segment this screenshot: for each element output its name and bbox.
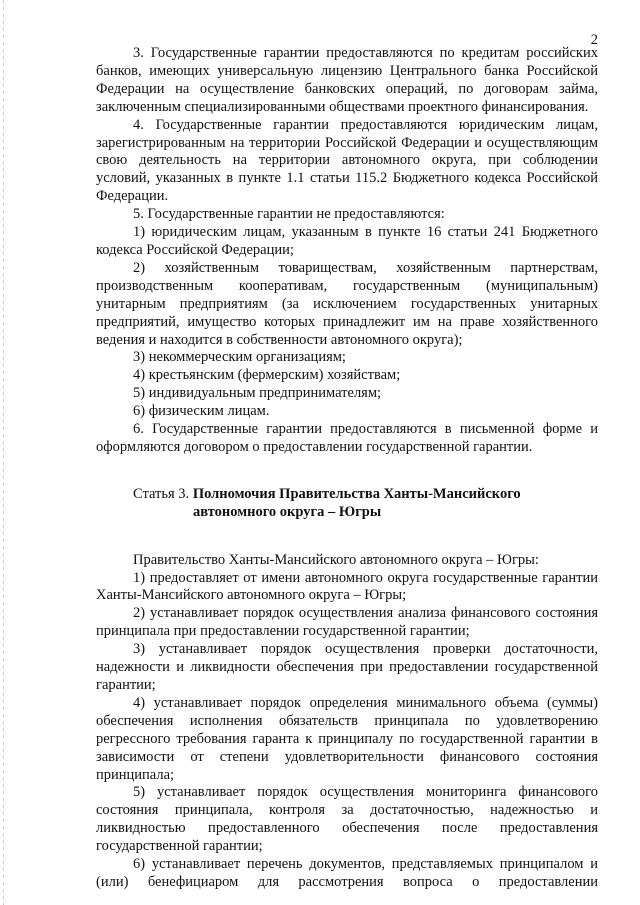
paragraph-item-4: 4. Государственные гарантии предоставляются юридическим лицам, зарегистрированным на территории Российской Федерации и осуществляющим свою деятельность на территории автономного округа, при соблюдении условий, указанных в пункте 1.1 статьи 115.2 Бюджетного кодекса Российской Федерации. — [96, 116, 598, 205]
power-4: 4) устанавливает порядок определения минимального объема (суммы) обеспечения исполнения обязательств принципала по удовлетворению регрессного требования гаранта к принципалу по государственной гарантии в зависимости от степени удовлетворительности финансового состояния принципала; — [96, 694, 598, 783]
subitem-1: 1) юридическим лицам, указанным в пункте 16 статьи 241 Бюджетного кодекса Российской Федерации; — [96, 224, 598, 258]
paragraph-item-3: 3. Государственные гарантии предоставляются по кредитам российских банков, имеющих универсальную лицензию Центрального банка Российской Федерации на осуществление банковских операций, по договорам займа, заключенным специализированными обществами проектного финансирования. — [96, 45, 598, 115]
paragraph-item-6: 6. Государственные гарантии предоставляются в письменной форме и оформляются договором о предоставлении государственной гарантии. — [96, 421, 598, 455]
subitem-3: 3) некоммерческим организациям; — [133, 349, 346, 366]
power-6: 6) устанавливает перечень документов, представляемых принципалом и (или) бенефициаром для рассмотрения вопроса о предоставлении — [96, 856, 598, 890]
power-1: 1) предоставляет от имени автономного округа государственные гарантии Ханты-Мансийского автономного округа – Югры; — [96, 569, 598, 604]
subitem-2: 2) хозяйственным товариществам, хозяйственным партнерствам, производственным кооперативам, государственным (муниципальным) унитарным предприятиям (за исключением государственных унитарных предприятий, имущество которых принадлежит им на праве хозяйственного ведения и находится в собственности автономного округа); — [96, 259, 598, 348]
article-number: Статья 3. — [133, 485, 190, 502]
article-title: Полномочия Правительства Ханты-Мансийского — [192, 485, 521, 502]
scan-edge-line — [3, 0, 4, 905]
page-number: 2 — [590, 32, 598, 48]
article-intro: Правительство Ханты-Мансийского автономного округа – Югры: — [133, 551, 539, 568]
article-title-line2: автономного округа – Югры — [193, 503, 382, 520]
document-body — [96, 45, 598, 892]
spacer — [96, 522, 598, 552]
subitem-5: 5) индивидуальным предпринимателям; — [133, 385, 382, 402]
power-3: 3) устанавливает порядок осуществления проверки достаточности, надежности и ликвидности обеспечения при предоставлении государственной гарантии; — [96, 641, 598, 693]
paragraph-item-5: 5. Государственные гарантии не предоставляются: — [133, 206, 445, 223]
subitem-4: 4) крестьянским (фермерским) хозяйствам; — [133, 367, 401, 384]
power-5: 5) устанавливает порядок осуществления мониторинга финансового состояния принципала, контроля за достаточностью, надежностью и ликвидностью предоставленного обеспечения после предоставления государственной гарантии; — [96, 784, 598, 855]
subitem-6: 6) физическим лицам. — [133, 403, 270, 420]
power-2: 2) устанавливает порядок осуществления анализа финансового состояния принципала при предоставлении государственной гарантии; — [96, 605, 598, 640]
article-heading — [96, 486, 598, 504]
